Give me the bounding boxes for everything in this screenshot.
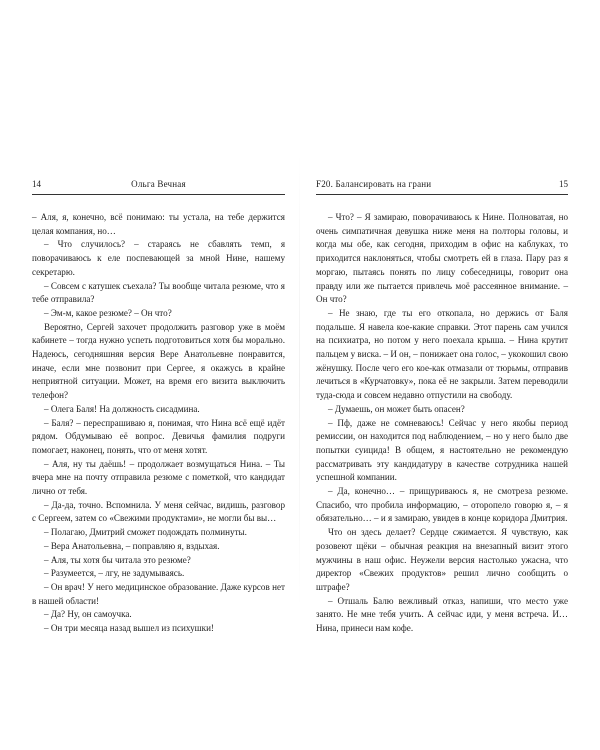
paragraph: – Что случилось? – стараясь не сбавлять темп, я поворачиваюсь к еле поспевающей за мной Нине, нашему секретарю.: [32, 239, 285, 277]
paragraph: Что он здесь делает? Сердце сжимается. Я чувствую, как розовеют щёки – обычная реакция на внезапный визит этого мужчины в наш офис. Неужели версия настолько ужасна, что директор «Свежих продуктов» решил лично сообщить о штрафе?: [316, 527, 568, 592]
paragraph: – Думаешь, он может быть опасен?: [328, 403, 465, 414]
left-page-number: 14: [32, 179, 41, 189]
left-page: [32, 178, 285, 636]
paragraph: – Аля, я, конечно, всё понимаю: ты устала, на тебе держится целая компания, но…: [32, 212, 285, 236]
paragraph: – Эм-м, какое резюме? – Он что?: [44, 307, 172, 318]
right-running-title: F20. Балансировать на грани: [316, 179, 432, 189]
paragraph: – Да-да, точно. Вспомнила. У меня сейчас, видишь, разговор с Сергеем, затем со «Свежими продуктами», не могли бы вы…: [32, 499, 285, 524]
left-running-title: Ольга Вечная: [131, 179, 186, 189]
paragraph: – Вера Анатольевна, – поправляю я, вздыхая.: [44, 540, 220, 551]
right-body-text: [316, 211, 568, 636]
paragraph: – Да? Ну, он самоучка.: [44, 609, 132, 620]
paragraph: – Аля, ну ты даёшь! – продолжает возмущаться Нина. – Ты вчера мне на почту отправила резюме с пометкой, что кандидат лично от тебя.: [32, 458, 285, 497]
paragraph: – Не знаю, где ты его откопала, но держись от Баля подальше. Я навела кое-какие справки. Этот парень сам учился на психиатра, но потом у него поехала крыша. – Нина крутит пальцем у виска. – И он, – понижает она голос, – укокошил свою жёнушку. После чего его кое-как отмазали от тюрьмы, отправив лечиться в «Курчатовку», пока её не закрыли. Затем переводили туда-сюда и совсем недавно отпустили на свободу.: [316, 307, 568, 401]
paragraph: – Отшаль Балю вежливый отказ, напиши, что место уже занято. Не мне тебя учить. А сейчас иди, у меня встреча. И… Нина, принеси нам кофе.: [316, 595, 568, 634]
paragraph: – Полагаю, Дмитрий сможет подождать полминуты.: [44, 527, 247, 538]
left-body-text: [32, 211, 285, 636]
right-page: [316, 178, 568, 636]
left-running-head: [32, 178, 285, 195]
paragraph: – Да, конечно… – прищуриваюсь я, не смотреза резюме. Спасибо, что пробила информацию, – оторопело говорю я, – я обязательно… – и я замираю, увидев в конце коридора Дмитрия.: [316, 486, 568, 524]
right-running-head: [316, 178, 568, 195]
page-gutter: [299, 150, 300, 610]
paragraph: – Он врач! У него медицинское образование. Даже курсов нет в нашей области!: [32, 581, 285, 606]
paragraph: – Пф, даже не сомневаюсь! Сейчас у него якобы период ремиссии, он находится под наблюдением, – но у него было две попытки суицида! В общем, я настоятельно не рекомендую рассматривать эту кандидатуру в качестве сотрудника нашей успешной компании.: [316, 417, 568, 483]
paragraph: – Баля? – переспрашиваю я, понимая, что Нина всё ещё идёт рядом. Обдумываю её вопрос. Девичья фамилия подруги помогает, наконец, понять, что от меня хотят.: [32, 417, 285, 455]
paragraph: – Совсем с катушек съехала? Ты вообще читала резюме, что я тебе отправила?: [32, 280, 285, 305]
paragraph: – Он три месяца назад вышел из психушки!: [44, 623, 214, 634]
right-page-number: 15: [559, 179, 568, 189]
paragraph: – Разумеется, – лгу, не задумываясь.: [44, 568, 185, 579]
paragraph: Вероятно, Сергей захочет продолжить разговор уже в моём кабинете – тогда нужно успеть подготовиться хотя бы морально. Надеюсь, сегодняшняя версия Вере Анатольевне понравится, иначе, если мне позвонит при Сергее, я окажусь в крайне неприятной ситуации. Может, на время его визита выключить телефон?: [32, 321, 285, 401]
paragraph: – Олега Баля! На должность сисадмина.: [44, 403, 200, 414]
paragraph: – Аля, ты хотя бы читала это резюме?: [44, 554, 191, 565]
paragraph: – Что? – Я замираю, поворачиваюсь к Нине. Полноватая, но очень симпатичная девушка ниже меня на полторы головы, и когда мы обе, как сегодня, приходим в офис на каблуках, то приходится наклоняться, чтобы смотреть ей в глаза. Пару раз я моргаю, пытаясь понять по лицу собеседницы, говорит она правду или же пытается привлечь моё рассеянное внимание. – Он что?: [316, 212, 568, 305]
